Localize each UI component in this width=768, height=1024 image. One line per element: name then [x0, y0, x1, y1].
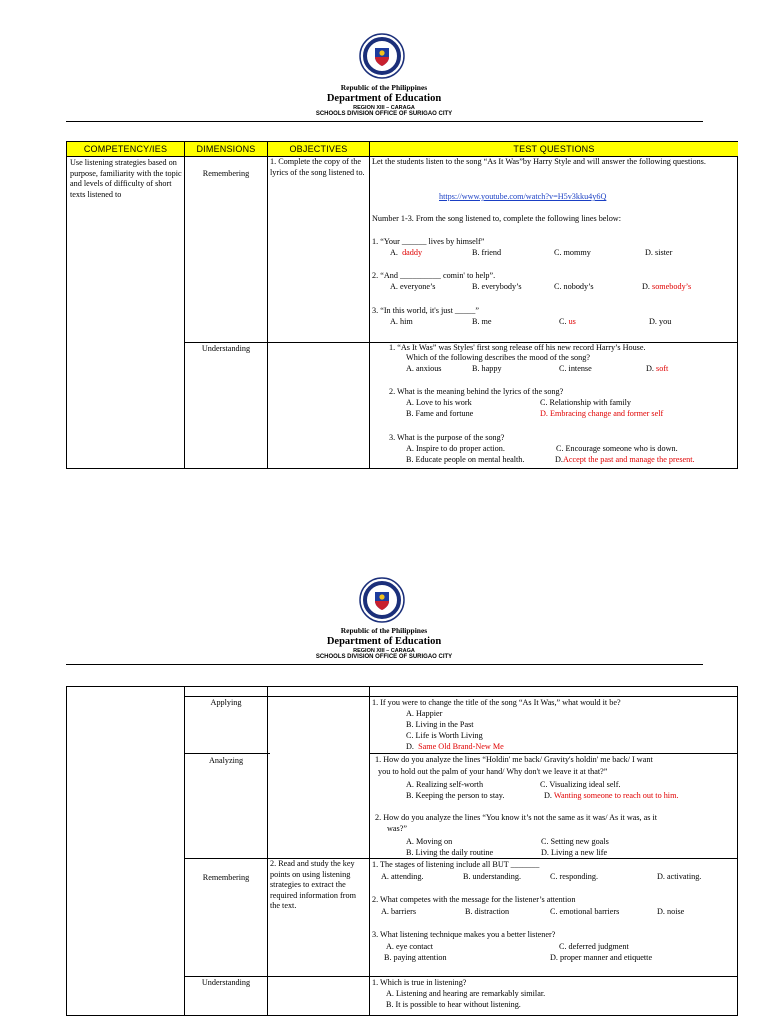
r2-option-a: A. barriers — [381, 907, 417, 916]
an1-stem-2: you to hold out the palm of your hand/ Why don't we leave it at that?” — [378, 767, 608, 776]
test-table-1 — [66, 141, 738, 469]
u1-option-b: B. happy — [472, 364, 502, 373]
an2-stem-2: was?” — [387, 824, 408, 833]
division-line: SCHOOLS DIVISION OFFICE OF SURIGAO CITY — [315, 111, 453, 117]
u1-option-a: A. anxious — [406, 364, 442, 373]
q1-option-d: D. sister — [645, 248, 673, 257]
instruction-text: Number 1-3. From the song listened to, complete the following lines below: — [372, 214, 621, 223]
an1-answer: Wanting someone to reach out to him. — [553, 791, 679, 800]
dimension-analyzing: Analyzing — [208, 756, 244, 765]
an2-option-c: C. Setting new goals — [541, 837, 609, 846]
youtube-link[interactable]: https://www.youtube.com/watch?v=H5v3kku4y6Q — [439, 192, 607, 201]
r2-option-b: B. distraction — [465, 907, 510, 916]
an1-option-b: B. Keeping the person to stay. — [406, 791, 505, 800]
test-table-2 — [66, 686, 738, 1016]
an2-option-d: D. Living a new life — [541, 848, 608, 857]
r1-option-b: B. understanding. — [463, 872, 521, 881]
u2-option-d: D. Embracing change and former self — [540, 409, 664, 418]
r3-option-b: B. paying attention — [384, 953, 447, 962]
un1-option-a: A. Listening and hearing are remarkably similar. — [386, 989, 546, 998]
page-header — [0, 84, 768, 118]
r1-stem: 1. The stages of listening include all BUT _______ — [372, 860, 540, 869]
r1-option-d: D. activating. — [657, 872, 702, 881]
region-line: REGION XIII – CARAGA — [353, 647, 415, 654]
u1-stem-1: 1. “As It Was” was Styles' first song release off his new record Harry’s House. — [389, 343, 646, 352]
ap1-option-a: A. Happier — [406, 709, 443, 718]
an1-stem-1: 1. How do you analyze the lines “Holdin' me back/ Gravity's holdin' me back/ I want — [375, 755, 653, 764]
dimension-understanding: Understanding — [201, 344, 251, 353]
u2-option-b: B. Fame and fortune — [406, 409, 474, 418]
r2-option-d: D. noise — [657, 907, 685, 916]
u3-option-c: C. Encourage someone who is down. — [556, 444, 678, 453]
republic-line: Republic of the Philippines — [340, 626, 428, 635]
an1-option-c: C. Visualizing ideal self. — [540, 780, 621, 789]
q3-option-c: C. us — [559, 317, 576, 326]
objective-2: 2. Read and study the key points on using listening strategies to extract the required information from the text. — [270, 859, 356, 911]
r1-option-c: C. responding. — [550, 872, 598, 881]
q1-stem: 1. “Your ______ lives by himself” — [372, 237, 485, 246]
r2-option-c: C. emotional barriers — [550, 907, 620, 916]
r3-option-c: C. deferred judgment — [559, 942, 629, 951]
deped-seal-icon — [359, 577, 405, 623]
q1-answer: daddy — [402, 248, 423, 257]
u3-option-b: B. Educate people on mental health. — [406, 455, 525, 464]
col-header-objectives: OBJECTIVES — [268, 142, 369, 156]
ap1-option-c: C. Life is Worth Living — [406, 731, 483, 740]
ap1-answer: Same Old Brand-New Me — [418, 742, 504, 751]
intro-text: Let the students listen to the song “As It Was”by Harry Style and will answer the following questions. — [372, 157, 706, 166]
ap1-option-b: B. Living in the Past — [406, 720, 474, 729]
col-header-competency: COMPETENCY/IES — [67, 142, 184, 156]
q1-option-c: C. mommy — [554, 248, 591, 257]
q2-stem: 2. “And __________ comin' to help”. — [372, 271, 496, 280]
q2-answer: somebody’s — [652, 282, 692, 291]
u2-option-c: C. Relationship with family — [540, 398, 631, 407]
department-line: Department of Education — [326, 635, 442, 647]
r3-option-a: A. eye contact — [386, 942, 434, 951]
q3-stem: 3. “In this world, it's just _____” — [372, 306, 479, 315]
q3-answer: us — [568, 317, 576, 326]
header-rule — [66, 121, 703, 122]
u2-stem: 2. What is the meaning behind the lyrics of the song? — [389, 387, 564, 396]
page-header-2 — [0, 627, 768, 661]
ap1-option-d: D. Same Old Brand-New Me — [406, 742, 504, 751]
r2-stem: 2. What competes with the message for the listener’s attention — [372, 895, 576, 904]
r3-stem: 3. What listening technique makes you a better listener? — [372, 930, 556, 939]
republic-line: Republic of the Philippines — [340, 83, 428, 92]
u1-option-d: D. soft — [646, 364, 669, 373]
q3-option-d: D. you — [649, 317, 672, 326]
q3-option-a: A. him — [390, 317, 413, 326]
q2-option-d: D. somebody’s — [642, 282, 692, 291]
q2-option-c: C. nobody’s — [554, 282, 594, 291]
u3-stem: 3. What is the purpose of the song? — [389, 433, 505, 442]
objective-1: 1. Complete the copy of the lyrics of the song listened to. — [270, 157, 365, 177]
dimension-remembering-2: Remembering — [202, 873, 250, 882]
u1-option-c: C. intense — [559, 364, 592, 373]
col-header-dimensions: DIMENSIONS — [185, 142, 267, 156]
u1-answer: soft — [656, 364, 669, 373]
q2-option-b: B. everybody’s — [472, 282, 522, 291]
dimension-applying: Applying — [210, 698, 242, 707]
un1-option-b: B. It is possible to hear without listening. — [386, 1000, 521, 1009]
dimension-understanding-2: Understanding — [201, 978, 251, 987]
q2-option-a: A. everyone’s — [390, 282, 436, 291]
dimension-remembering: Remembering — [202, 169, 250, 178]
header-rule-2 — [66, 664, 703, 665]
region-line: REGION XIII – CARAGA — [353, 104, 415, 111]
un1-stem: 1. Which is true in listening? — [372, 978, 467, 987]
q3-option-b: B. me — [472, 317, 492, 326]
an2-option-b: B. Living the daily routine — [406, 848, 494, 857]
col-header-test-questions: TEST QUESTIONS — [370, 142, 738, 156]
an2-stem-1: 2. How do you analyze the lines “You know it’s not the same as it was/ As it was, as it — [375, 813, 658, 822]
u3-answer: Accept the past and manage the present. — [562, 455, 695, 464]
department-line: Department of Education — [326, 92, 442, 104]
q1-option-a: A. daddy — [390, 248, 423, 257]
q1-option-b: B. friend — [472, 248, 502, 257]
ap1-stem: 1. If you were to change the title of the song “As It Was,” what would it be? — [372, 698, 621, 707]
u3-option-a: A. Inspire to do proper action. — [406, 444, 505, 453]
an2-option-a: A. Moving on — [406, 837, 453, 846]
r3-option-d: D. proper manner and etiquette — [550, 953, 653, 962]
u3-option-d: D.Accept the past and manage the present. — [555, 455, 695, 464]
deped-seal-icon — [359, 33, 405, 79]
r1-option-a: A. attending. — [381, 872, 424, 881]
an1-option-a: A. Realizing self-worth — [406, 780, 484, 789]
division-line: SCHOOLS DIVISION OFFICE OF SURIGAO CITY — [315, 654, 453, 660]
u2-option-a: A. Love to his work — [406, 398, 472, 407]
an1-option-d: D. Wanting someone to reach out to him. — [544, 791, 679, 800]
u1-stem-2: Which of the following describes the mood of the song? — [406, 353, 590, 362]
competency-text: Use listening strategies based on purpose, familiarity with the topic and levels of difficulty of short texts listened to — [70, 158, 182, 199]
